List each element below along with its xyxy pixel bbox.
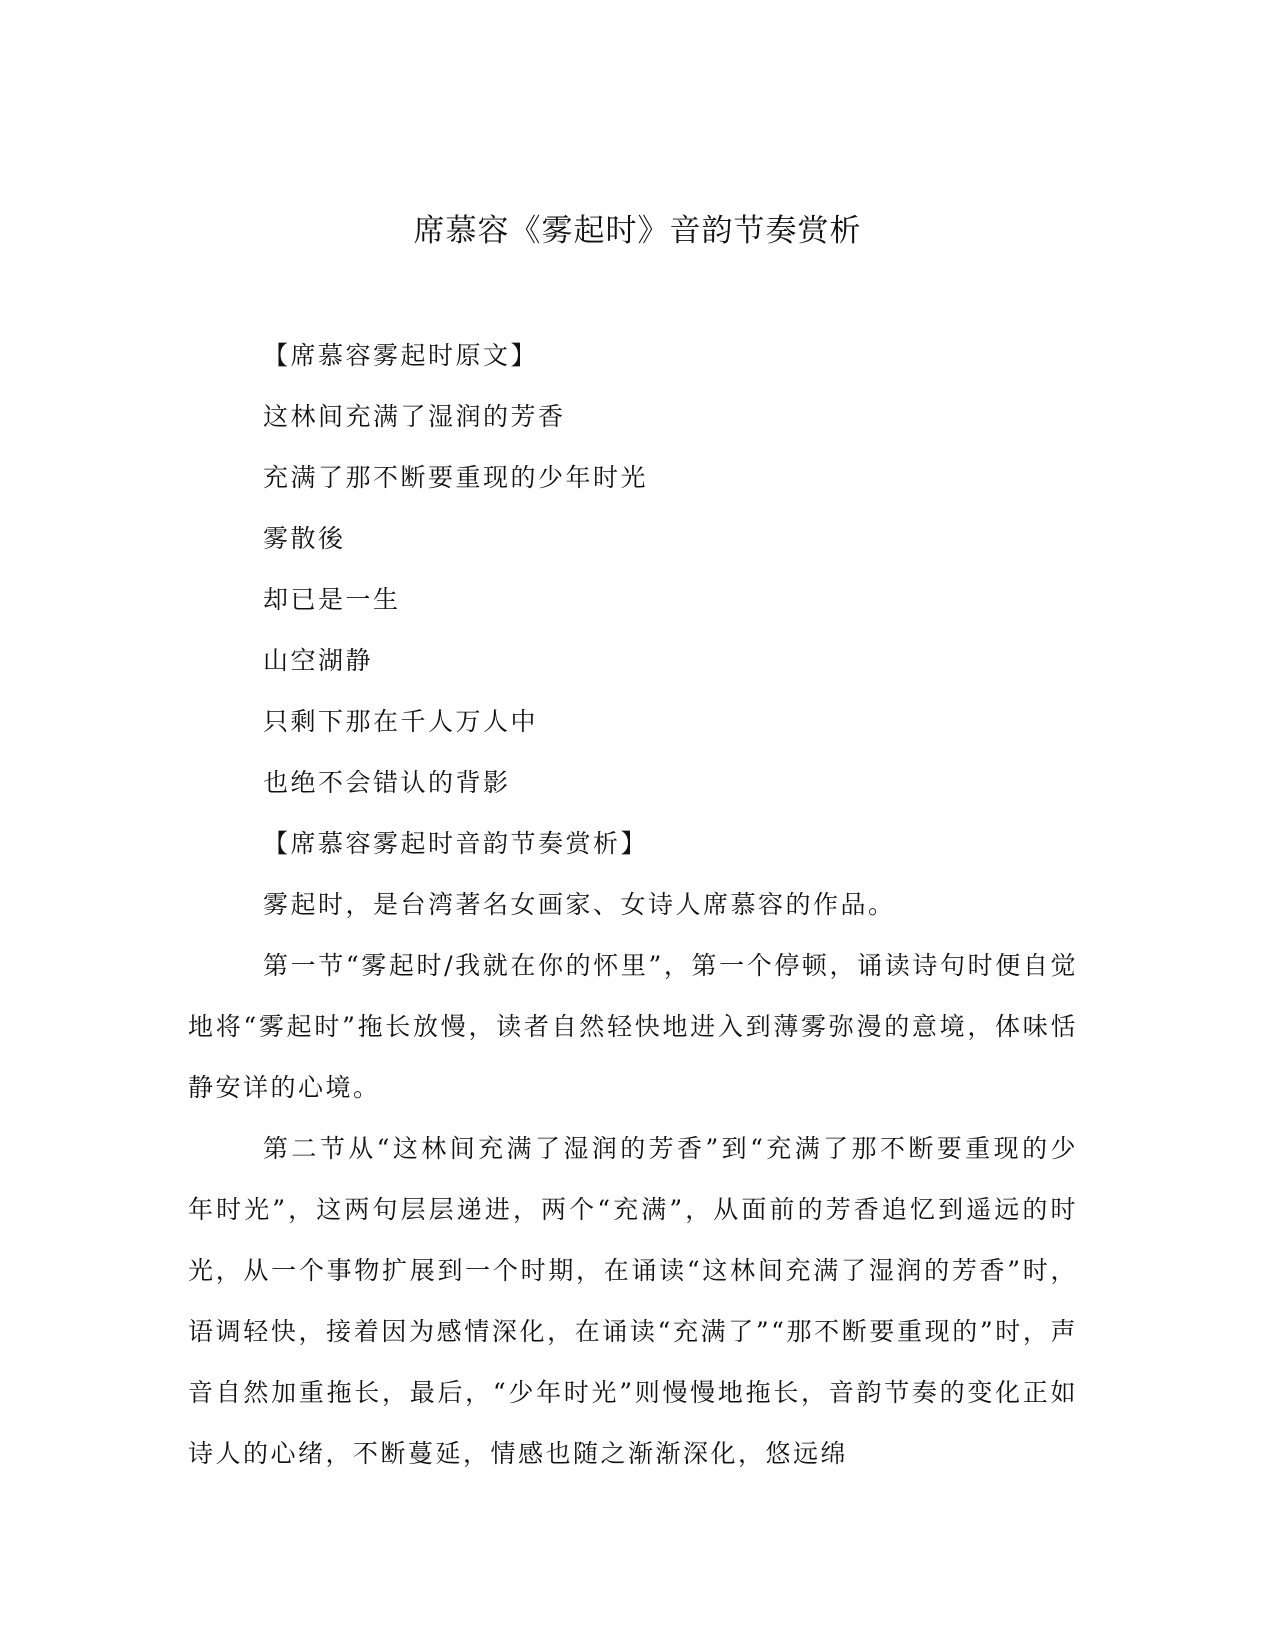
poem-line: 雾散後: [263, 524, 346, 553]
poem-line: 山空湖静: [263, 646, 374, 675]
analysis-heading: 【席慕容雾起时音韵节奏赏析】: [263, 829, 649, 858]
document-body: [188, 325, 1078, 1484]
poem-line: 充满了那不断要重现的少年时光: [263, 463, 649, 492]
poem-line: 也绝不会错认的背影: [263, 768, 511, 797]
poem-line: 只剩下那在千人万人中: [263, 707, 539, 736]
poem-line: 却已是一生: [263, 585, 401, 614]
analysis-paragraph: 第一节“雾起时/我就在你的怀里”，第一个停顿，诵读诗句时便自觉地将“雾起时”拖长放慢，读者自然轻快地进入到薄雾弥漫的意境，体味恬静安详的心境。: [188, 951, 1078, 1102]
document-title: 席慕容《雾起时》音韵节奏赏析: [413, 213, 862, 249]
original-text-heading: 【席慕容雾起时原文】: [263, 341, 539, 370]
analysis-paragraph: 第二节从“这林间充满了湿润的芳香”到“充满了那不断要重现的少年时光”，这两句层层递进，两个“充满”，从面前的芳香追忆到遥远的时光，从一个事物扩展到一个时期，在诵读“这林间充满了湿润的芳香”时，语调轻快，接着因为感情深化，在诵读“充满了”“那不断要重现的”时，声音自然加重拖长，最后，“少年时光”则慢慢地拖长，音韵节奏的变化正如诗人的心绪，不断蔓延，情感也随之渐渐深化，悠远绵: [188, 1134, 1078, 1468]
intro-line: 雾起时，是台湾著名女画家、女诗人席慕容的作品。: [263, 890, 896, 919]
poem-line: 这林间充满了湿润的芳香: [263, 402, 566, 431]
